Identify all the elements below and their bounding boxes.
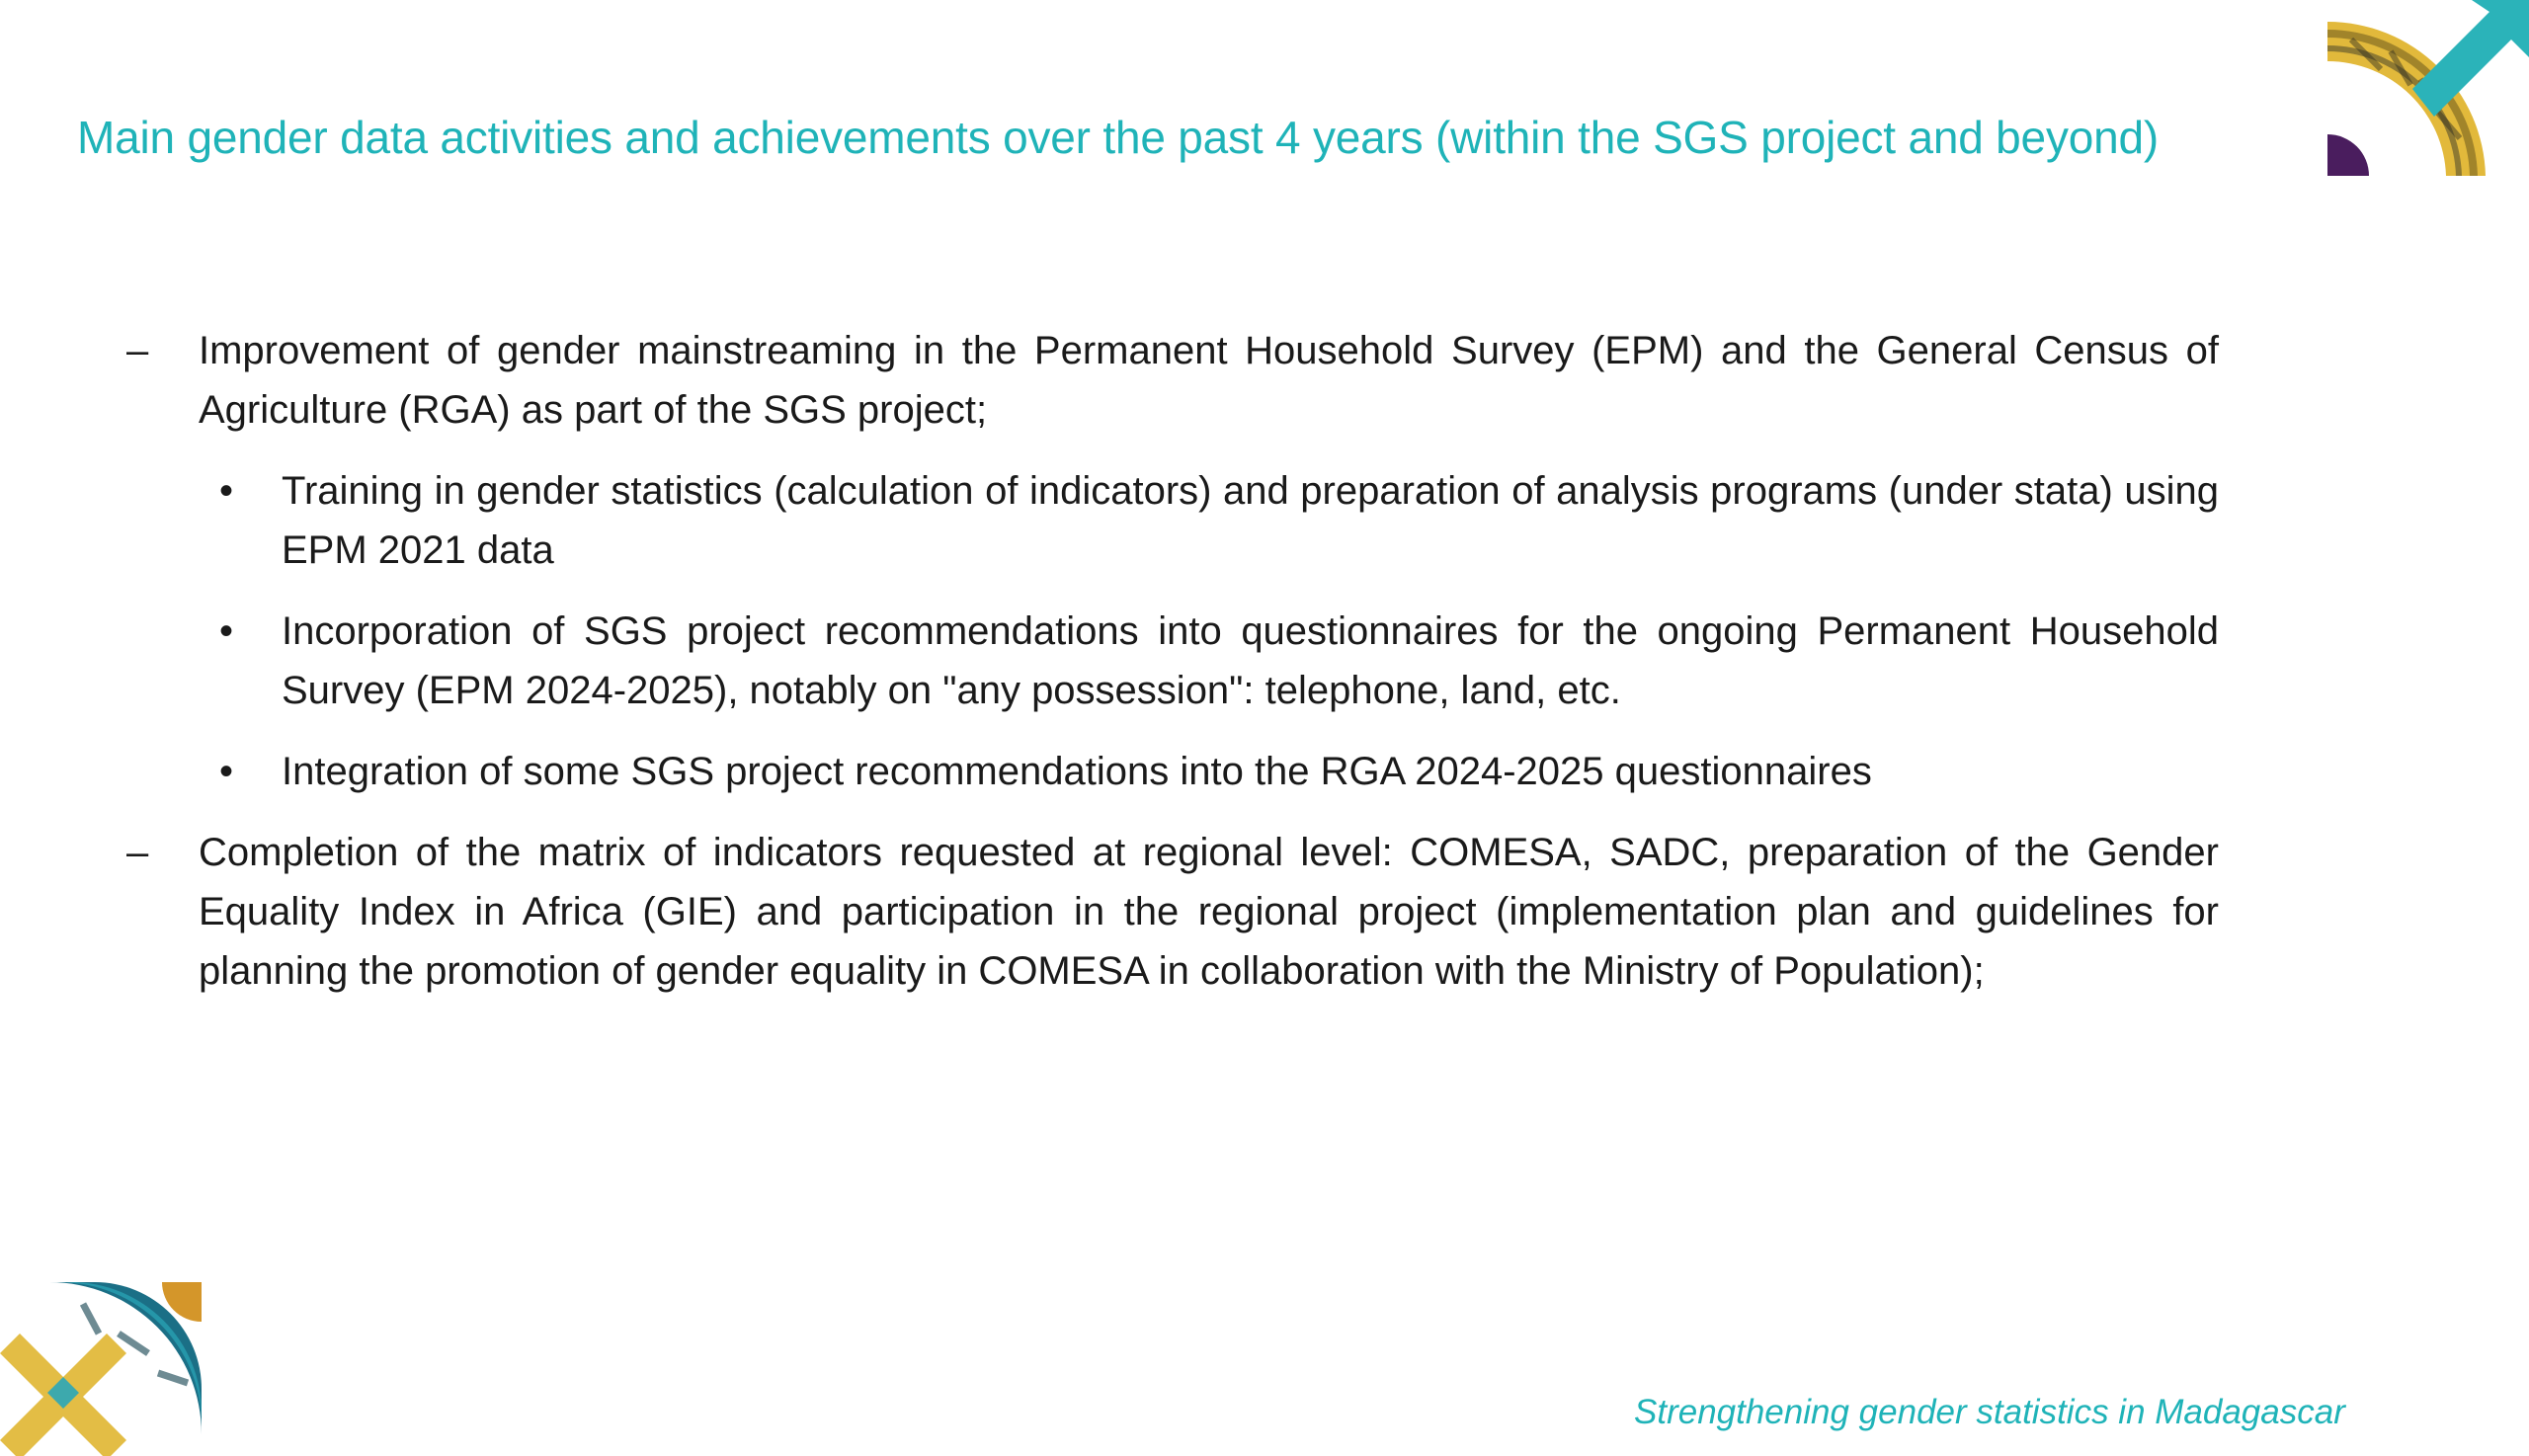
gender-symbol-decoration-icon: [2322, 0, 2529, 180]
list-item-text: Integration of some SGS project recommendations into the RGA 2024-2025 questionnaires: [282, 750, 1872, 793]
list-item-text: Improvement of gender mainstreaming in the Permanent Household Survey (EPM) and the General Census of Agriculture (RGA) as part of the SGS project;: [199, 329, 2219, 432]
cross-arc-decoration-icon: [0, 1274, 207, 1456]
list-item: [119, 602, 2219, 720]
dash-marker: –: [126, 831, 149, 874]
list-item: [119, 742, 2219, 801]
list-item: [119, 461, 2219, 580]
list-item-text: Incorporation of SGS project recommendations into questionnaires for the ongoing Permanent Household Survey (EPM 2024-2025), notably on "any possession": telephone, land, etc.: [282, 609, 2219, 712]
list-item-text: Completion of the matrix of indicators requested at regional level: COMESA, SADC, preparation of the Gender Equality Index in Africa (GIE) and participation in the regional project (implementation plan and guidelines for planning the promotion of gender equality in COMESA in collaboration with the Ministry of Population);: [199, 831, 2219, 993]
bullet-content: [119, 321, 2219, 1022]
bullet-marker: •: [219, 609, 234, 653]
list-item: [119, 823, 2219, 1001]
slide-title: Main gender data activities and achievements over the past 4 years (within the SGS project and beyond): [77, 112, 2160, 163]
bullet-marker: •: [219, 750, 234, 793]
footer-tagline: Strengthening gender statistics in Madagascar: [1634, 1393, 2345, 1431]
list-item: [119, 321, 2219, 440]
bullet-marker: •: [219, 469, 234, 513]
dash-marker: –: [126, 329, 149, 372]
list-item-text: Training in gender statistics (calculation of indicators) and preparation of analysis programs (under stata) using EPM 2021 data: [282, 469, 2219, 572]
